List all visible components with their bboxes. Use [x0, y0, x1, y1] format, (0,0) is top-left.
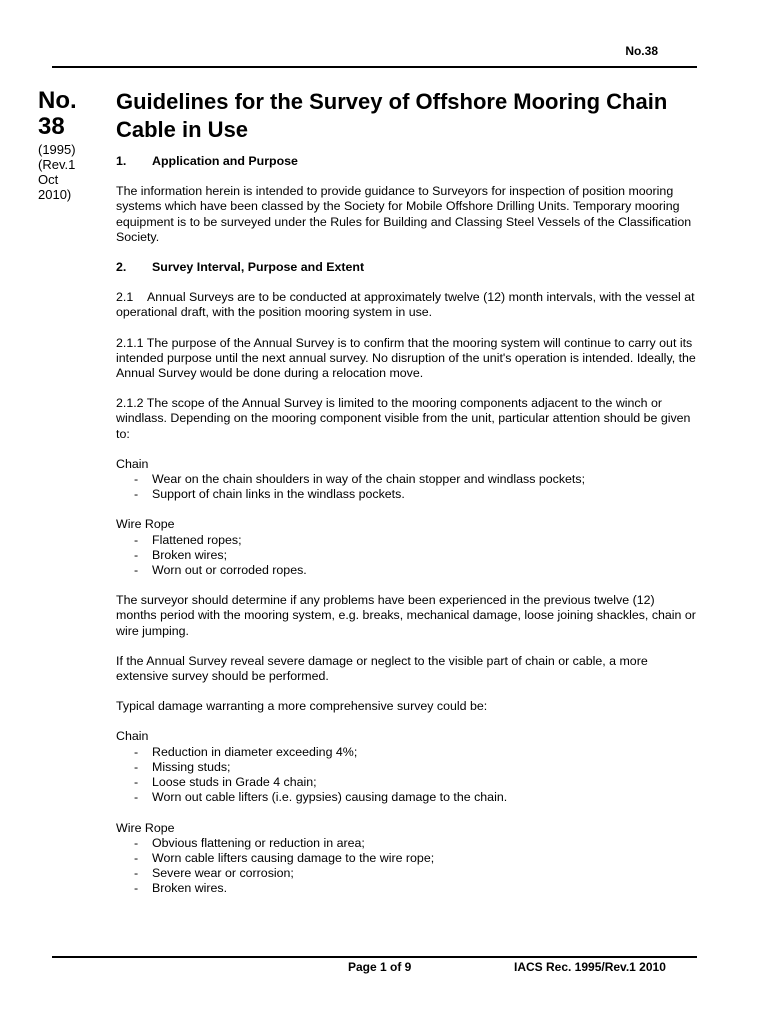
wire-rope-label: Wire Rope [116, 820, 175, 835]
rec-revision-info [38, 142, 108, 202]
rec-meta-line: (1995) [38, 142, 76, 157]
rec-number [38, 88, 108, 140]
wire-rope-label: Wire Rope [116, 517, 175, 532]
paragraph-2-1-1: 2.1.1 The purpose of the Annual Survey is to confirm that the mooring system will continue to carry out its intended purpose until the next annual survey. No disruption of the unit's operation is intended. Ideally, the Annual Survey would be done during a relocation move. [116, 335, 696, 381]
list-item: - Broken wires. [116, 881, 696, 896]
rec-sidebar [38, 88, 108, 202]
paragraph-2-1-2: 2.1.2 The scope of the Annual Survey is limited to the mooring components adjacent to the winch or windlass. Depending on the mooring component visible from the unit, particular attention should be given to: [116, 396, 691, 441]
list-item: - Wear on the chain shoulders in way of the chain stopper and windlass pockets; [116, 472, 696, 487]
header-rule [52, 66, 697, 68]
chain-damage-list [116, 745, 696, 806]
rec-meta-line: Oct [38, 172, 59, 187]
list-item: - Flattened ropes; [116, 533, 696, 548]
list-item: - Worn out cable lifters (i.e. gypsies) causing damage to the chain. [116, 790, 696, 805]
section-number: 1. [116, 154, 127, 168]
rec-number-value: 38 [38, 113, 65, 140]
section-1-paragraph: The information herein is intended to provide guidance to Surveyors for inspection of position mooring systems which have been classed by the Society for Mobile Offshore Drilling Units. Temporary mooring equipment is to be surveyed under the Rules for Building and Classing Steel Vessels of the Classification Society. [116, 184, 692, 244]
wire-rope-attention-list [116, 533, 696, 579]
annual-survey-damage-paragraph: If the Annual Survey reveal severe damage or neglect to the visible part of chain or cable, a more extensive survey should be performed. [116, 653, 648, 684]
wire-rope-damage-list [116, 836, 696, 897]
chain-label: Chain [116, 729, 149, 744]
section-2-heading [116, 260, 696, 275]
header-doc-number: No.38 [625, 44, 658, 58]
document-title: Guidelines for the Survey of Offshore Mooring Chain Cable in Use [116, 89, 668, 142]
chain-attention-list [116, 472, 696, 502]
section-title: Survey Interval, Purpose and Extent [152, 260, 365, 275]
footer-rule [52, 956, 697, 958]
list-item: - Reduction in diameter exceeding 4%; [116, 745, 696, 760]
list-item: - Loose studs in Grade 4 chain; [116, 775, 696, 790]
surveyor-paragraph: The surveyor should determine if any problems have been experienced in the previous twelve (12) months period with the mooring system, e.g. breaks, mechanical damage, loose joining shackles, chain or wire jumping. [116, 593, 696, 638]
page-number: Page 1 of 9 [348, 960, 412, 974]
list-item: - Worn out or corroded ropes. [116, 563, 696, 578]
section-1-heading [116, 154, 696, 169]
typical-damage-paragraph: Typical damage warranting a more comprehensive survey could be: [116, 699, 488, 714]
list-item: - Obvious flattening or reduction in area; [116, 836, 696, 851]
list-item: - Broken wires; [116, 548, 696, 563]
list-item: - Support of chain links in the windlass pockets. [116, 487, 696, 502]
rec-number-prefix: No. [38, 87, 77, 114]
document-body [116, 88, 696, 912]
list-item: - Severe wear or corrosion; [116, 866, 696, 881]
rec-meta-line: (Rev.1 [38, 157, 76, 172]
rec-meta-line: 2010) [38, 187, 72, 202]
chain-label: Chain [116, 456, 149, 471]
section-number: 2. [116, 260, 127, 275]
list-item: - Missing studs; [116, 760, 696, 775]
paragraph-2-1: 2.1 Annual Surveys are to be conducted at approximately twelve (12) month intervals, with the vessel at operational draft, with the position mooring system in use. [116, 290, 695, 320]
section-title: Application and Purpose [152, 154, 298, 168]
footer-rec-reference: IACS Rec. 1995/Rev.1 2010 [514, 960, 666, 974]
list-item: - Worn cable lifters causing damage to the wire rope; [116, 851, 696, 866]
